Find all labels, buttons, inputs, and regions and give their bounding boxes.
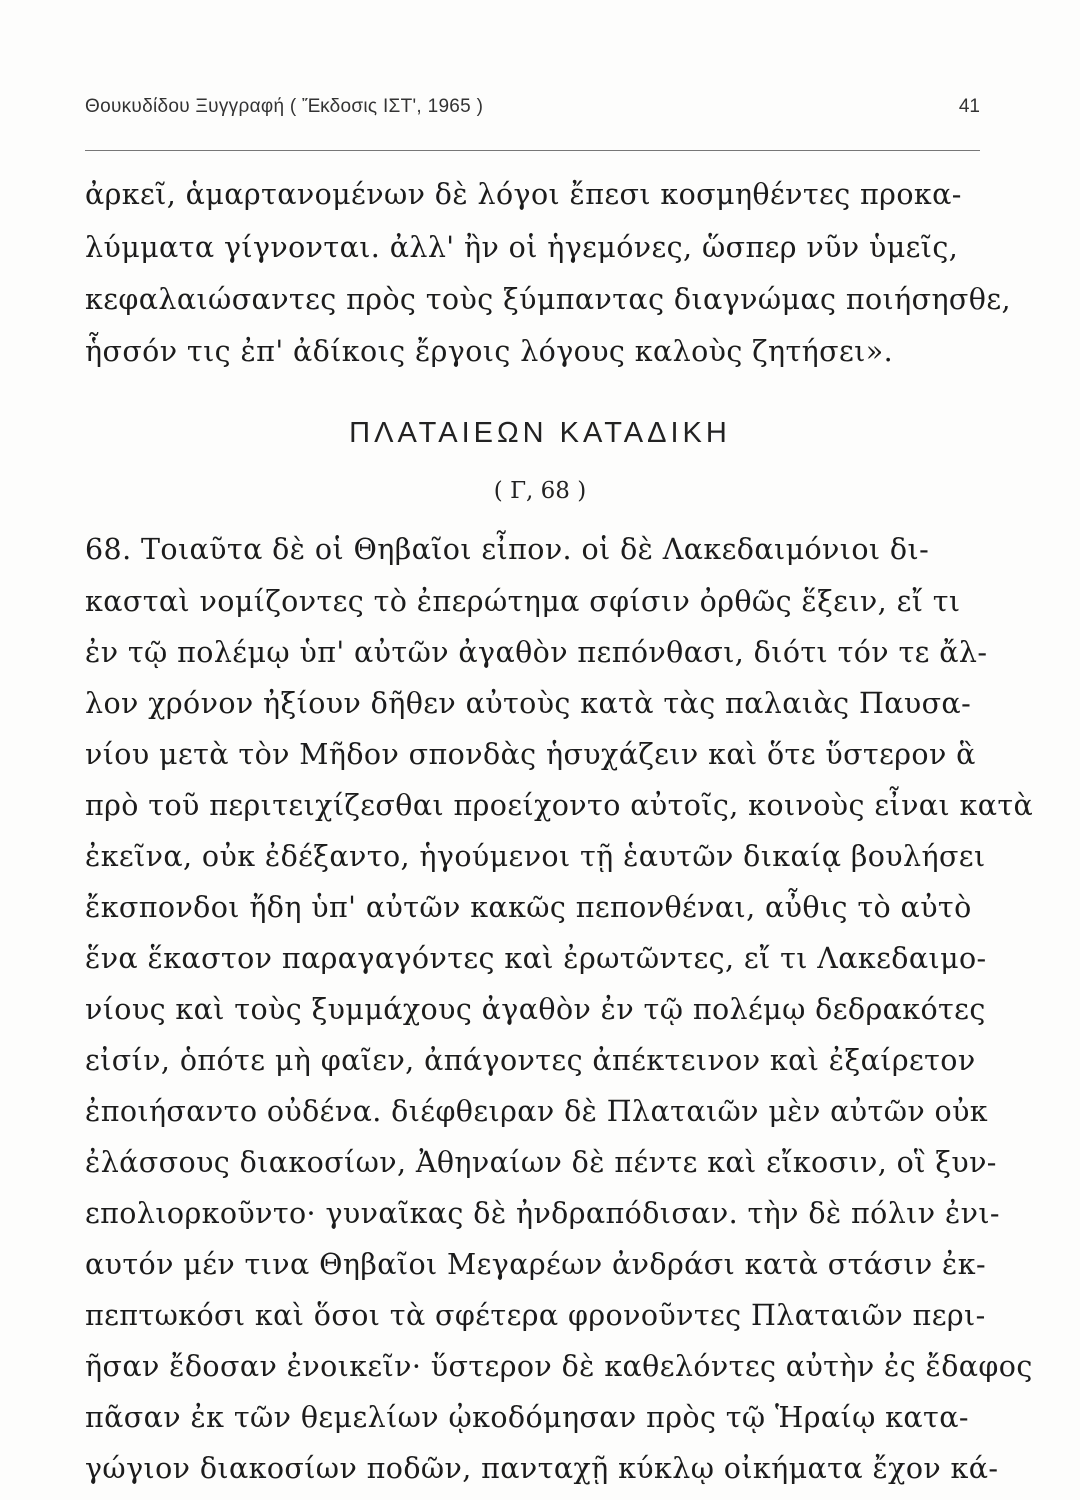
text-line: 68. Τοιαῦτα δὲ οἱ Θηβαῖοι εἶπον. οἱ δὲ Λακεδαιμόνιοι δι-: [85, 533, 930, 566]
text-line: ἔκσπονδοι ἤδη ὑπ' αὐτῶν κακῶς πεπονθέναι, αὖθις τὸ αὐτὸ: [85, 891, 972, 924]
text-line: επολιορκοῦντο· γυναῖκας δὲ ἠνδραπόδισαν. τὴν δὲ πόλιν ἐνι-: [85, 1197, 1000, 1230]
text-line: πρὸ τοῦ περιτειχίζεσθαι προείχοντο αὐτοῖς, κοινοὺς εἶναι κατὰ: [85, 789, 1034, 822]
running-head-title: Θουκυδίδου Ξυγγραφή ( Ἔκδοσις ΙΣΤ', 1965 ): [85, 96, 484, 117]
text-line: ἐκεῖνα, οὐκ ἐδέξαντο, ἡγούμενοι τῇ ἑαυτῶν δικαίᾳ βουλήσει: [85, 840, 986, 873]
text-line: γώγιον διακοσίων ποδῶν, πανταχῇ κύκλῳ οἰκήματα ἔχον κά-: [85, 1452, 999, 1485]
header-rule: [85, 150, 980, 151]
text-line: νίου μετὰ τὸν Μῆδον σπονδὰς ἡσυχάζειν καὶ ὅτε ὕστερον ἃ: [85, 738, 976, 771]
text-line: ἐλάσσους διακοσίων, Ἀθηναίων δὲ πέντε καὶ εἴκοσιν, οἳ ξυν-: [85, 1146, 997, 1179]
text-line: ἐν τῷ πολέμῳ ὑπ' αὐτῶν ἀγαθὸν πεπόνθασι, διότι τόν τε ἄλ-: [85, 636, 988, 669]
text-line: πεπτωκόσι καὶ ὅσοι τὰ σφέτερα φρονοῦντες Πλαταιῶν περι-: [85, 1299, 986, 1332]
text-line: νίους καὶ τοὺς ξυμμάχους ἀγαθὸν ἐν τῷ πολέμῳ δεδρακότες: [85, 993, 986, 1026]
text-line: αυτόν μέν τινα Θηβαῖοι Μεγαρέων ἀνδράσι κατὰ στάσιν ἐκ-: [85, 1248, 986, 1281]
text-line: ἧσσόν τις ἐπ' ἀδίκοις ἔργοις λόγους καλοὺς ζητήσει».: [85, 335, 894, 368]
text-line: κασταὶ νομίζοντες τὸ ἐπερώτημα σφίσιν ὀρθῶς ἕξειν, εἴ τι: [85, 585, 961, 618]
text-line: ἕνα ἕκαστον παραγαγόντες καὶ ἐρωτῶντες, εἴ τι Λακεδαιμο-: [85, 942, 987, 975]
text-line: πᾶσαν ἐκ τῶν θεμελίων ᾠκοδόμησαν πρὸς τῷ Ἡραίῳ κατα-: [85, 1401, 969, 1434]
text-line: ἀρκεῖ, ἁμαρτανομένων δὲ λόγοι ἔπεσι κοσμηθέντες προκα-: [85, 178, 962, 211]
section-title: ΠΛΑΤΑΙΕΩΝ ΚΑΤΑΔΙΚΗ: [349, 417, 731, 449]
text-line: λύμματα γίγνονται. ἀλλ' ἢν οἱ ἡγεμόνες, ὥσπερ νῦν ὑμεῖς,: [85, 231, 959, 264]
text-line: ῆσαν ἔδοσαν ἐνοικεῖν· ὕστερον δὲ καθελόντες αὐτὴν ἐς ἔδαφος: [85, 1350, 1033, 1383]
text-line: ἐποιήσαντο οὐδένα. διέφθειραν δὲ Πλαταιῶν μὲν αὐτῶν οὐκ: [85, 1095, 989, 1128]
text-line: εἰσίν, ὁπότε μὴ φαῖεν, ἀπάγοντες ἀπέκτεινον καὶ ἐξαίρετον: [85, 1044, 976, 1077]
section-reference: ( Γ, 68 ): [493, 478, 587, 504]
page-number: 41: [958, 96, 980, 117]
text-line: κεφαλαιώσαντες πρὸς τοὺς ξύμπαντας διαγνώμας ποιήσησθε,: [85, 283, 1011, 316]
running-head: [85, 92, 980, 124]
text-line: λον χρόνον ἠξίουν δῆθεν αὐτοὺς κατὰ τὰς παλαιὰς Παυσα-: [85, 687, 972, 720]
